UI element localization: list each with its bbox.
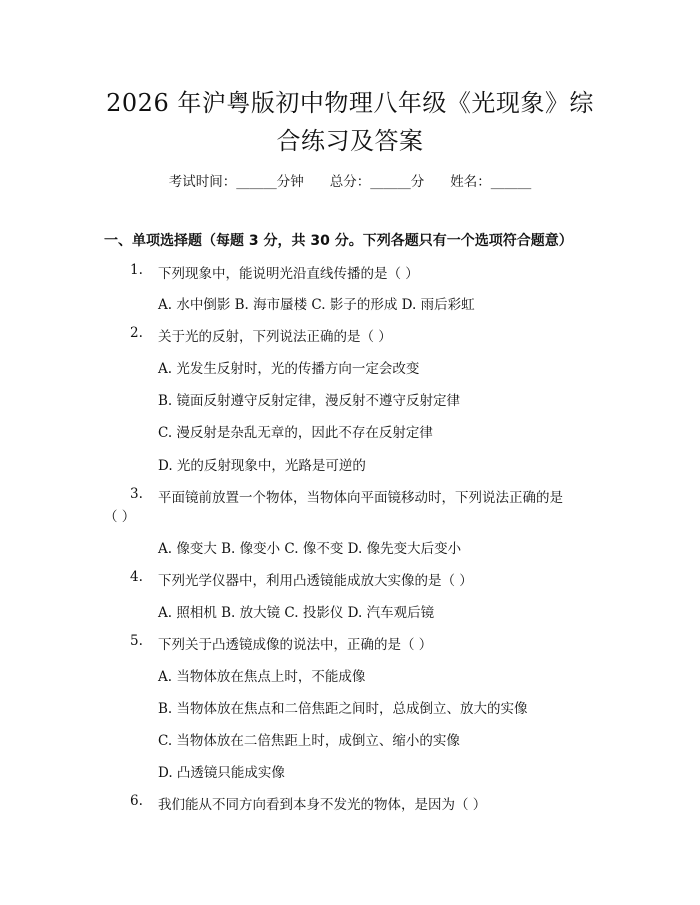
question-number: 1. xyxy=(130,262,143,278)
option-b: B. 镜面反射遵守反射定律，漫反射不遵守反射定律 xyxy=(158,393,461,409)
question-stem: 关于光的反射，下列说法正确的是（ ） xyxy=(158,329,392,345)
option-a: A. 光发生反射时，光的传播方向一定会改变 xyxy=(158,361,420,377)
student-name-label: 姓名：______ xyxy=(450,174,532,190)
total-score-label: 总分：______分 xyxy=(329,174,425,190)
question-number: 6. xyxy=(130,793,143,809)
question-number: 5. xyxy=(130,633,143,649)
document-title xyxy=(60,84,640,160)
option-b: B. 当物体放在焦点和二倍焦距之间时，总成倒立、放大的实像 xyxy=(158,701,528,717)
option-d: D. 凸透镜只能成实像 xyxy=(158,765,285,781)
question-number: 3. xyxy=(130,486,143,502)
question-stem-continuation: （ ） xyxy=(104,509,136,525)
question-options: A. 像变大 B. 像变小 C. 像不变 D. 像先变大后变小 xyxy=(158,541,462,557)
question-options: A. 水中倒影 B. 海市蜃楼 C. 影子的形成 D. 雨后彩虹 xyxy=(158,297,475,313)
question-number: 2. xyxy=(130,325,143,341)
question-stem: 下列现象中，能说明光沿直线传播的是（ ） xyxy=(158,266,419,282)
question-stem: 下列关于凸透镜成像的说法中，正确的是（ ） xyxy=(158,637,433,653)
option-c: C. 当物体放在二倍焦距上时，成倒立、缩小的实像 xyxy=(158,733,460,749)
question-number: 4. xyxy=(130,569,143,585)
question-stem: 平面镜前放置一个物体，当物体向平面镜移动时，下列说法正确的是 xyxy=(158,490,563,506)
exam-time-label: 考试时间：______分钟 xyxy=(168,174,304,190)
question-options: A. 照相机 B. 放大镜 C. 投影仪 D. 汽车观后镜 xyxy=(158,605,435,621)
question-stem: 下列光学仪器中，利用凸透镜能成放大实像的是（ ） xyxy=(158,573,473,589)
exam-meta xyxy=(0,170,700,190)
option-a: A. 当物体放在焦点上时，不能成像 xyxy=(158,669,366,685)
option-d: D. 光的反射现象中，光路是可逆的 xyxy=(158,458,366,474)
section-heading-single-choice: 一、单项选择题（每题 3 分，共 30 分。下列各题只有一个选项符合题意） xyxy=(104,233,573,249)
title-line-2: 合练习及答案 xyxy=(276,127,424,155)
question-stem: 我们能从不同方向看到本身不发光的物体，是因为（ ） xyxy=(158,797,487,813)
option-c: C. 漫反射是杂乱无章的，因此不存在反射定律 xyxy=(158,425,433,441)
title-line-1: 2026 年沪粤版初中物理八年级《光现象》综 xyxy=(106,89,594,117)
